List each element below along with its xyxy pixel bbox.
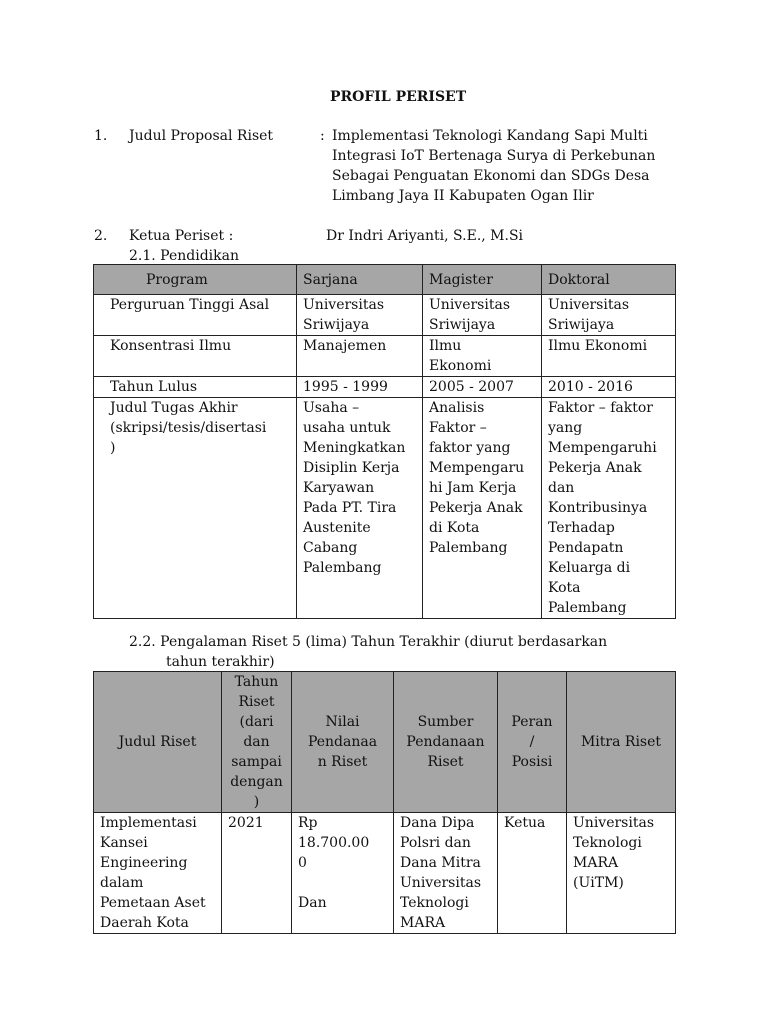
research-cell: Ketua — [504, 815, 546, 831]
section-2-2-heading-cont: tahun terakhir) — [166, 654, 275, 670]
education-cell: Perguruan Tinggi Asal — [110, 297, 270, 313]
research-cell: Dana Dipa Polsri dan Dana Mitra Universitas Teknologi MARA — [400, 815, 481, 931]
research-header-peran: Peran / Posisi — [511, 714, 553, 770]
research-cell: Implementasi Kansei Engineering dalam Pemetaan Aset Daerah Kota — [100, 815, 206, 931]
education-header-magister: Magister — [423, 265, 542, 295]
education-header-sarjana: Sarjana — [297, 265, 423, 295]
education-cell: Analisis Faktor – faktor yang Mempengaru hi Jam Kerja Pekerja Anak di Kota Palembang — [429, 400, 525, 556]
research-cell: Rp 18.700.00 0 Dan — [298, 815, 370, 911]
education-cell: Universitas Sriwijaya — [303, 297, 384, 333]
table-row — [94, 813, 676, 934]
page-title: PROFIL PERISET — [330, 89, 467, 105]
table-row — [94, 398, 676, 619]
education-header-row — [94, 265, 676, 295]
research-table — [93, 671, 676, 934]
item-2-number: 2. — [94, 228, 108, 244]
section-2-1-heading: 2.1. Pendidikan — [129, 248, 239, 264]
item-1-value-line-1: Implementasi Teknologi Kandang Sapi Multi — [332, 128, 648, 144]
education-cell: Judul Tugas Akhir (skripsi/tesis/disertasi ) — [110, 400, 267, 456]
education-cell: Ilmu Ekonomi — [429, 338, 492, 374]
table-row — [94, 295, 676, 336]
research-cell: Universitas Teknologi MARA (UiTM) — [573, 815, 654, 891]
item-1-number: 1. — [94, 128, 108, 144]
education-cell: Usaha – usaha untuk Meningkatkan Disiplin Kerja Karyawan Pada PT. Tira Austenite Cabang Palembang — [303, 400, 406, 576]
item-1-label: Judul Proposal Riset — [129, 128, 274, 144]
education-header-program: Program — [94, 265, 297, 295]
research-header-nilai: Nilai Pendanaa n Riset — [307, 714, 378, 770]
education-cell: Manajemen — [303, 338, 387, 354]
research-header-sumber: Sumber Pendanaan Riset — [406, 714, 485, 770]
education-table — [93, 264, 676, 619]
item-2-value: Dr Indri Ariyanti, S.E., M.Si — [326, 228, 524, 244]
research-header-judul: Judul Riset — [118, 734, 197, 750]
table-row — [94, 336, 676, 377]
research-header-row — [94, 672, 676, 813]
education-cell: Tahun Lulus — [110, 379, 198, 395]
education-header-doktoral: Doktoral — [542, 265, 676, 295]
research-cell: 2021 — [228, 815, 264, 831]
education-cell: Konsentrasi Ilmu — [110, 338, 232, 354]
item-1-value-line-2: Integrasi IoT Bertenaga Surya di Perkebunan — [332, 148, 656, 164]
section-2-2-heading: 2.2. Pengalaman Riset 5 (lima) Tahun Terakhir (diurut berdasarkan — [129, 634, 608, 650]
education-cell: 2010 - 2016 — [548, 379, 633, 395]
research-header-mitra: Mitra Riset — [580, 734, 662, 750]
item-1-value-line-3: Sebagai Penguatan Ekonomi dan SDGs Desa — [332, 168, 650, 184]
item-1-value-line-4: Limbang Jaya II Kabupaten Ogan Ilir — [332, 188, 594, 204]
item-2-label: Ketua Periset : — [129, 228, 234, 244]
research-header-tahun: Tahun Riset (dari dan sampai dengan ) — [230, 674, 283, 810]
education-cell: Ilmu Ekonomi — [548, 338, 648, 354]
item-1-separator: : — [320, 128, 325, 144]
education-cell: 2005 - 2007 — [429, 379, 514, 395]
education-cell: Universitas Sriwijaya — [429, 297, 510, 333]
education-cell: Universitas Sriwijaya — [548, 297, 629, 333]
education-cell: 1995 - 1999 — [303, 379, 388, 395]
education-cell: Faktor – faktor yang Mempengaruhi Pekerja Anak dan Kontribusinya Terhadap Pendapatn Keluarga di Kota Palembang — [548, 400, 657, 616]
table-row — [94, 377, 676, 398]
